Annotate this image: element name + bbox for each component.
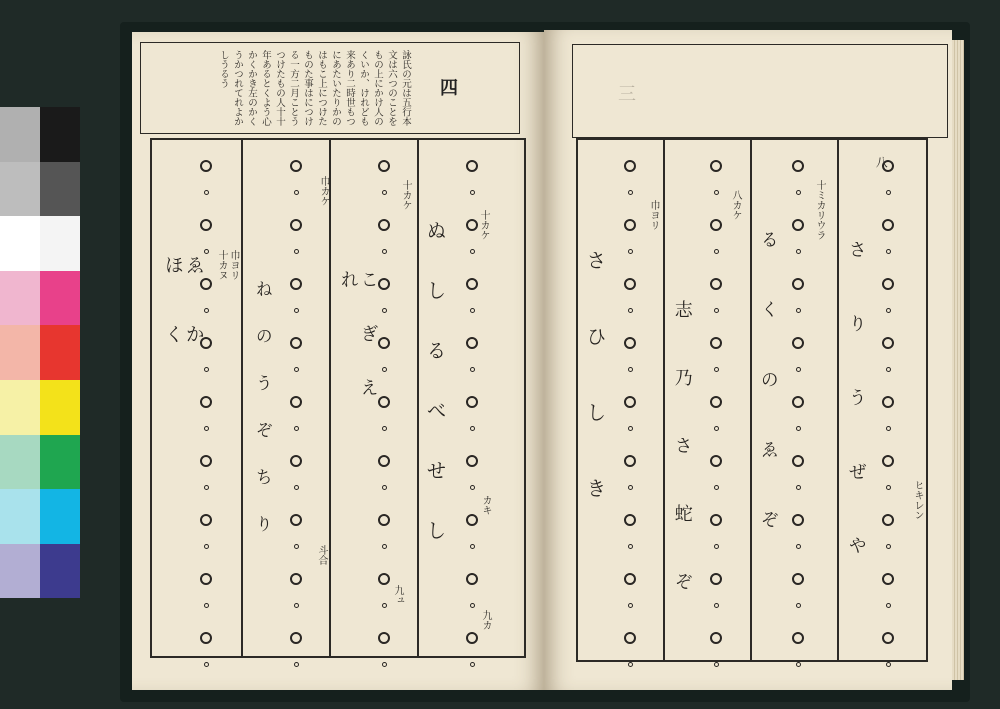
notation-circle bbox=[290, 396, 302, 408]
notation-circle bbox=[378, 573, 390, 585]
column-marks: 巾ヨリ bbox=[648, 200, 659, 230]
notation-dot bbox=[628, 249, 633, 254]
column-marks: カキ bbox=[480, 495, 491, 515]
notation-dot bbox=[470, 603, 475, 608]
column-divider bbox=[417, 138, 419, 656]
swatch bbox=[0, 489, 40, 544]
notation-circle bbox=[624, 573, 636, 585]
column-kana: るくのゑぞ bbox=[757, 230, 779, 580]
notation-circle bbox=[466, 278, 478, 290]
column-divider bbox=[329, 138, 331, 656]
column-kana: さひしき bbox=[583, 250, 607, 554]
notation-dot bbox=[628, 367, 633, 372]
notation-dot bbox=[886, 308, 891, 313]
column-kana: こぎえれ bbox=[337, 270, 379, 432]
notation-dot bbox=[294, 662, 299, 667]
column-divider bbox=[750, 138, 752, 660]
right-page-number: 三 bbox=[618, 84, 636, 105]
notation-circle bbox=[200, 278, 212, 290]
notation-circle bbox=[200, 337, 212, 349]
notation-circle bbox=[466, 632, 478, 644]
notation-circle bbox=[378, 160, 390, 172]
notation-circle bbox=[200, 396, 212, 408]
notation-circle bbox=[624, 219, 636, 231]
notation-dot bbox=[204, 308, 209, 313]
notation-dot bbox=[796, 249, 801, 254]
notation-circle bbox=[792, 219, 804, 231]
notation-dot bbox=[714, 426, 719, 431]
notation-circle bbox=[466, 160, 478, 172]
notation-dot bbox=[382, 426, 387, 431]
column-marks: ヒキレン bbox=[912, 480, 923, 520]
notation-dot bbox=[796, 485, 801, 490]
left-preface-text: 詠氏の元は五行本文は六つのことをもの上にかけ人のくいか、けれども来あり二時世もつにあたいたりかのはもこ上につけたものた事はにつける一方二月ことうつけたもの人十十年あるとくよう心かくかき左のかくうかつれてれよかしうるう bbox=[218, 50, 411, 126]
column-heading: 八 bbox=[874, 156, 889, 168]
notation-circle bbox=[378, 514, 390, 526]
notation-circle bbox=[710, 160, 722, 172]
notation-dot bbox=[796, 544, 801, 549]
notation-dot bbox=[886, 367, 891, 372]
notation-circle bbox=[290, 337, 302, 349]
notation-dot bbox=[714, 662, 719, 667]
notation-circle bbox=[882, 514, 894, 526]
notation-dot bbox=[796, 426, 801, 431]
notation-circle bbox=[200, 455, 212, 467]
notation-circle bbox=[792, 632, 804, 644]
notation-circle bbox=[466, 573, 478, 585]
notation-dot bbox=[714, 308, 719, 313]
notation-circle bbox=[378, 278, 390, 290]
notation-dot bbox=[796, 308, 801, 313]
notation-dot bbox=[204, 485, 209, 490]
swatch bbox=[0, 435, 40, 490]
notation-circle bbox=[466, 219, 478, 231]
notation-dot bbox=[796, 367, 801, 372]
swatch bbox=[0, 107, 40, 162]
notation-dot bbox=[294, 249, 299, 254]
notation-dot bbox=[714, 190, 719, 195]
notation-dot bbox=[204, 190, 209, 195]
notation-dot bbox=[382, 249, 387, 254]
notation-circle bbox=[290, 219, 302, 231]
notation-circle bbox=[624, 337, 636, 349]
column-heading: 巾カケ bbox=[318, 176, 329, 206]
notation-dot bbox=[886, 426, 891, 431]
column-heading: 八カケ bbox=[730, 190, 741, 220]
column-kana: ぬしるべせし bbox=[423, 220, 447, 580]
swatch bbox=[40, 435, 80, 490]
notation-dot bbox=[382, 367, 387, 372]
notation-dot bbox=[886, 603, 891, 608]
column-marks: 九カ bbox=[480, 610, 491, 630]
page-edges bbox=[952, 40, 964, 680]
notation-circle bbox=[624, 160, 636, 172]
notation-dot bbox=[204, 603, 209, 608]
notation-dot bbox=[294, 485, 299, 490]
notation-circle bbox=[792, 337, 804, 349]
notation-circle bbox=[466, 337, 478, 349]
notation-circle bbox=[792, 396, 804, 408]
notation-dot bbox=[470, 426, 475, 431]
column-kana: ねのうぞちり bbox=[251, 280, 272, 562]
notation-circle bbox=[624, 455, 636, 467]
notation-dot bbox=[470, 662, 475, 667]
notation-circle bbox=[290, 573, 302, 585]
notation-dot bbox=[294, 308, 299, 313]
notation-circle bbox=[882, 632, 894, 644]
notation-circle bbox=[882, 455, 894, 467]
notation-circle bbox=[200, 573, 212, 585]
notation-dot bbox=[382, 603, 387, 608]
swatch bbox=[40, 325, 80, 380]
notation-dot bbox=[886, 662, 891, 667]
left-page-number: 四 bbox=[440, 78, 458, 99]
notation-dot bbox=[470, 544, 475, 549]
notation-circle bbox=[710, 337, 722, 349]
color-calibration-strip bbox=[0, 107, 80, 599]
notation-circle bbox=[792, 573, 804, 585]
notation-dot bbox=[470, 308, 475, 313]
notation-circle bbox=[710, 219, 722, 231]
notation-circle bbox=[200, 632, 212, 644]
notation-circle bbox=[378, 455, 390, 467]
notation-dot bbox=[714, 544, 719, 549]
notation-dot bbox=[204, 544, 209, 549]
notation-circle bbox=[378, 219, 390, 231]
notation-circle bbox=[466, 514, 478, 526]
notation-dot bbox=[294, 190, 299, 195]
notation-circle bbox=[624, 632, 636, 644]
notation-dot bbox=[628, 544, 633, 549]
notation-dot bbox=[886, 190, 891, 195]
notation-dot bbox=[796, 603, 801, 608]
notation-dot bbox=[628, 603, 633, 608]
notation-circle bbox=[200, 160, 212, 172]
notation-dot bbox=[294, 367, 299, 372]
notation-dot bbox=[714, 485, 719, 490]
notation-dot bbox=[382, 662, 387, 667]
notation-circle bbox=[882, 160, 894, 172]
notation-dot bbox=[470, 249, 475, 254]
notation-circle bbox=[710, 573, 722, 585]
notation-dot bbox=[628, 662, 633, 667]
column-marks: 九ュ bbox=[392, 585, 403, 605]
notation-circle bbox=[200, 514, 212, 526]
column-heading: 十ミカリウラ bbox=[814, 180, 825, 240]
notation-dot bbox=[382, 544, 387, 549]
notation-circle bbox=[792, 278, 804, 290]
notation-circle bbox=[792, 455, 804, 467]
notation-circle bbox=[290, 278, 302, 290]
swatch bbox=[40, 380, 80, 435]
swatch bbox=[0, 544, 40, 599]
column-heading: 十カケ bbox=[478, 210, 489, 240]
notation-dot bbox=[470, 367, 475, 372]
notation-circle bbox=[624, 514, 636, 526]
notation-dot bbox=[294, 544, 299, 549]
notation-circle bbox=[792, 514, 804, 526]
notation-circle bbox=[290, 160, 302, 172]
notation-dot bbox=[382, 308, 387, 313]
notation-circle bbox=[200, 219, 212, 231]
notation-dot bbox=[204, 367, 209, 372]
notation-circle bbox=[710, 278, 722, 290]
notation-dot bbox=[714, 249, 719, 254]
notation-circle bbox=[882, 573, 894, 585]
notation-dot bbox=[294, 426, 299, 431]
column-heading: 十カケ bbox=[400, 180, 411, 210]
notation-dot bbox=[204, 249, 209, 254]
swatch bbox=[40, 544, 80, 599]
notation-dot bbox=[294, 603, 299, 608]
swatch bbox=[40, 216, 80, 271]
column-divider bbox=[663, 138, 665, 660]
swatch bbox=[0, 162, 40, 217]
swatch bbox=[0, 325, 40, 380]
notation-circle bbox=[624, 396, 636, 408]
column-marks: 斗合 bbox=[316, 545, 327, 565]
notation-dot bbox=[796, 662, 801, 667]
swatch bbox=[40, 162, 80, 217]
notation-dot bbox=[204, 426, 209, 431]
notation-circle bbox=[466, 455, 478, 467]
notation-circle bbox=[378, 337, 390, 349]
notation-circle bbox=[290, 632, 302, 644]
column-divider bbox=[837, 138, 839, 660]
notation-circle bbox=[882, 396, 894, 408]
notation-dot bbox=[382, 485, 387, 490]
notation-circle bbox=[466, 396, 478, 408]
notation-circle bbox=[290, 455, 302, 467]
notation-dot bbox=[714, 603, 719, 608]
notation-dot bbox=[886, 485, 891, 490]
column-kana: ゑかほく bbox=[161, 255, 205, 393]
swatch bbox=[0, 216, 40, 271]
swatch bbox=[0, 380, 40, 435]
swatch bbox=[40, 107, 80, 162]
notation-circle bbox=[624, 278, 636, 290]
column-kana: さりうぜや bbox=[845, 240, 867, 610]
notation-dot bbox=[628, 426, 633, 431]
notation-circle bbox=[710, 396, 722, 408]
notation-dot bbox=[714, 367, 719, 372]
notation-dot bbox=[886, 544, 891, 549]
notation-dot bbox=[470, 485, 475, 490]
swatch bbox=[40, 489, 80, 544]
column-marks: 巾ヨリ bbox=[228, 250, 239, 280]
notation-circle bbox=[792, 160, 804, 172]
notation-dot bbox=[470, 190, 475, 195]
notation-circle bbox=[882, 337, 894, 349]
notation-dot bbox=[886, 249, 891, 254]
notation-circle bbox=[290, 514, 302, 526]
notation-circle bbox=[710, 632, 722, 644]
notation-dot bbox=[628, 190, 633, 195]
swatch bbox=[40, 271, 80, 326]
notation-dot bbox=[204, 662, 209, 667]
column-marks: 十カヌ bbox=[216, 250, 227, 280]
notation-dot bbox=[628, 308, 633, 313]
notation-circle bbox=[378, 396, 390, 408]
notation-circle bbox=[882, 219, 894, 231]
notation-circle bbox=[882, 278, 894, 290]
swatch bbox=[0, 271, 40, 326]
notation-dot bbox=[382, 190, 387, 195]
notation-circle bbox=[378, 632, 390, 644]
notation-dot bbox=[628, 485, 633, 490]
notation-circle bbox=[710, 514, 722, 526]
column-divider bbox=[241, 138, 243, 656]
notation-dot bbox=[796, 190, 801, 195]
notation-circle bbox=[710, 455, 722, 467]
column-kana: 志乃さ蛇ぞ bbox=[671, 300, 693, 640]
